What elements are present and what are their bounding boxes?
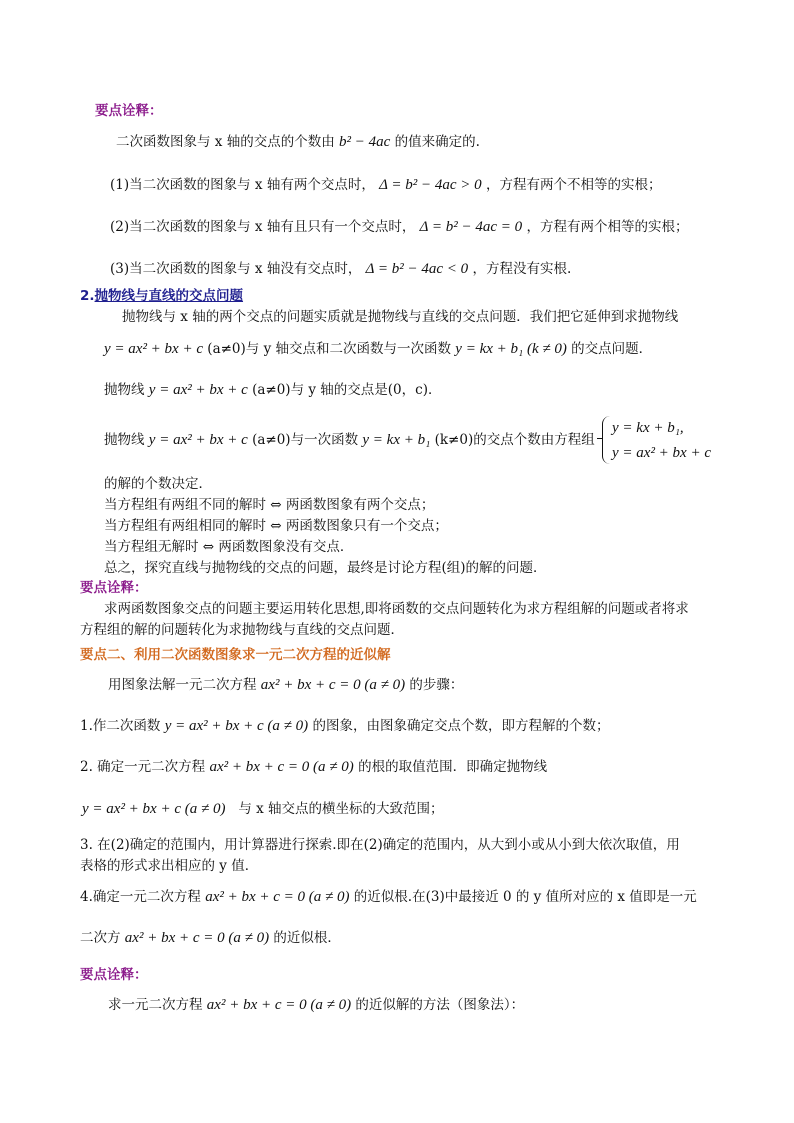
text: (a≠0)与一次函数 [252, 432, 359, 448]
text: 的值来确定的. [394, 134, 480, 150]
section2-para8: 当方程组无解时 ⇔ 两函数图象没有交点． [104, 539, 354, 555]
text: 求一元二次方程 [108, 997, 203, 1013]
text: (1)当二次函数的图象与 x 轴有两个交点时， [110, 177, 375, 193]
text: ，方程有两个相等的实根； [526, 219, 689, 235]
text: 的步骤： [409, 677, 464, 693]
section-title: 抛物线与直线的交点问题 [94, 288, 244, 304]
text: 1.作二次函数 [80, 718, 161, 734]
math-quadratic-fn: y = ax² + bx + c (a ≠ 0) [164, 718, 309, 734]
keypoint2-intro [108, 675, 463, 695]
math-parabola: y = ax² + bx + c [104, 341, 203, 357]
text: 二次函数图象与 x 轴的交点的个数由 [116, 134, 335, 150]
text: 的图象，由图象确定交点个数，即方程解的个数； [312, 718, 610, 734]
math-parabola: y = ax² + bx + c [148, 432, 248, 448]
case-two-roots [110, 175, 661, 195]
note-title-1: 要点诠释： [95, 103, 163, 119]
note-title-2: 要点诠释： [80, 580, 148, 596]
math-line: y = kx + b₁ (k ≠ 0) [455, 341, 567, 357]
math-parabola: y = ax² + bx + c [148, 382, 248, 398]
math-quadratic-eq: ax² + bx + c = 0 (a ≠ 0) [209, 759, 354, 775]
system-brace [602, 416, 611, 464]
case-one-root [110, 217, 688, 237]
section2-para4 [104, 430, 595, 450]
section-number: 2. [80, 288, 95, 304]
math-discriminant: b² − 4ac [339, 134, 391, 150]
step-1 [80, 716, 609, 736]
section2-para3 [104, 380, 441, 400]
math-quadratic-eq: ax² + bx + c = 0 (a ≠ 0) [124, 930, 270, 946]
text: (2)当二次函数的图象与 x 轴有且只有一个交点时， [110, 219, 416, 235]
text: 的交点问题． [571, 341, 653, 357]
step-3-line2: 表格的形式求出相应的 y 值． [80, 858, 259, 874]
math-quadratic-eq: ax² + bx + c = 0 (a ≠ 0) [260, 677, 406, 693]
math-delta-eq: Δ = b² − 4ac = 0 [419, 219, 523, 235]
text: (a≠0)与 y 轴交点和二次函数与一次函数 [207, 341, 451, 357]
step-2 [80, 757, 547, 777]
text: 的近似根.在(3)中最接近 0 的 y 值所对应的 x 值即是一元 [353, 889, 697, 905]
section2-para1: 抛物线与 x 轴的两个交点的问题实质就是抛物线与直线的交点问题．我们把它延伸到求抛物线 [122, 309, 679, 325]
text: ，方程有两个不相等的实根； [485, 177, 662, 193]
text: 抛物线 [104, 382, 145, 398]
text: 4.确定一元二次方程 [80, 889, 201, 905]
text: ，方程没有实根. [472, 261, 572, 277]
section2-para6: 当方程组有两组不同的解时 ⇔ 两函数图象有两个交点； [104, 497, 435, 513]
section2-para7: 当方程组有两组相同的解时 ⇔ 两函数图象只有一个交点； [104, 518, 448, 534]
math-quadratic-fn: y = ax² + bx + c (a ≠ 0) [82, 801, 226, 817]
text: 的根的取值范围．即确定抛物线 [358, 759, 548, 775]
note-title-3: 要点诠释： [80, 967, 148, 983]
step-2b [82, 799, 444, 819]
text: 与 x 轴交点的横坐标的大致范围； [238, 801, 444, 817]
case-no-root [110, 259, 571, 279]
step-4 [80, 887, 697, 907]
text: 的近似解的方法（图象法）： [355, 997, 525, 1013]
section2-para2 [104, 339, 652, 359]
math-quadratic-eq: ax² + bx + c = 0 (a ≠ 0) [206, 997, 352, 1013]
text: 抛物线 [104, 432, 145, 448]
text: 2. 确定一元二次方程 [80, 759, 206, 775]
text: (k≠0)的交点个数由方程组 [434, 432, 595, 448]
section2-para5: 的解的个数决定． [104, 476, 212, 492]
final-method [108, 995, 524, 1015]
math-delta-gt: Δ = b² − 4ac > 0 [379, 177, 482, 193]
system-eq2: y = ax² + bx + c [612, 445, 711, 461]
section2-heading [80, 286, 243, 306]
text: (3)当二次函数的图象与 x 轴没有交点时， [110, 261, 362, 277]
note2-line2: 方程组的解的问题转化为求抛物线与直线的交点问题． [80, 622, 404, 638]
text: 二次方 [80, 930, 121, 946]
step-3-line1: 3. 在(2)确定的范围内，用计算器进行探索.即在(2)确定的范围内，从大到小或从小到大依次取值，用 [80, 837, 680, 853]
note2-line1: 求两函数图象交点的问题主要运用转化思想,即将函数的交点问题转化为求方程组解的问题或者将求 [104, 601, 689, 617]
text: (a≠0)与 y 轴的交点是(0，c)． [252, 382, 442, 398]
intro-discriminant [116, 132, 480, 152]
math-line: y = kx + b₁ [362, 432, 431, 448]
keypoint2-title: 要点二、利用二次函数图象求一元二次方程的近似解 [80, 647, 391, 663]
math-quadratic-eq: ax² + bx + c = 0 (a ≠ 0) [205, 889, 350, 905]
math-delta-lt: Δ = b² − 4ac < 0 [365, 261, 469, 277]
text: 用图象法解一元二次方程 [108, 677, 257, 693]
section2-para9: 总之，探究直线与抛物线的交点的问题，最终是讨论方程(组)的解的问题． [104, 560, 547, 576]
text: 的近似根． [273, 930, 341, 946]
system-eq1: y = kx + b₁, [612, 420, 684, 436]
step-4b [80, 928, 341, 948]
